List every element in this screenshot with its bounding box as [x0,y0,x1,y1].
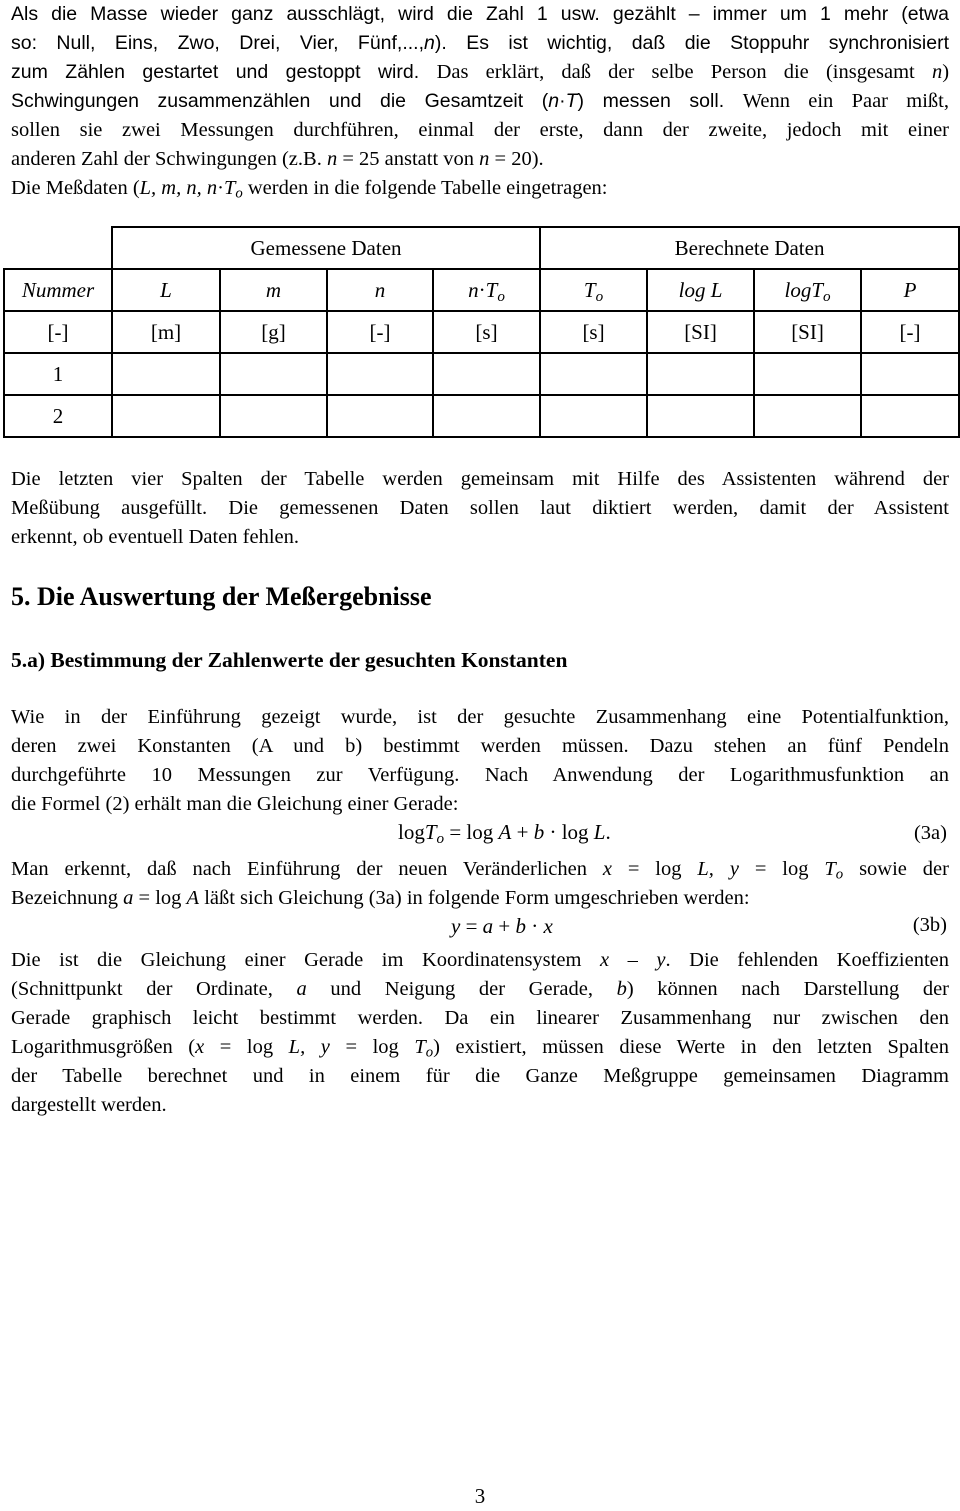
col-header-P: P [861,269,959,311]
table-row [4,395,959,437]
text-line: anderen Zahl der Schwingungen (z.B. n = 25 anstatt von n = 20). [11,148,544,170]
text-line: zum Zählen gestartet und gestoppt wird. Das erklärt, daß der selbe Person die (insgesamt n) [11,61,950,83]
measurement-table [3,226,960,438]
text-line: Die ist die Gleichung einer Gerade im Koordinatensystem x – y. Die fehlenden Koeffizienten [11,949,949,971]
unit-cell: [-] [861,311,959,353]
after-table-paragraph [11,465,949,552]
equation-3a: logT$_o$ = log A + b · log L. [398,820,611,847]
body-paragraph-1 [11,703,949,819]
unit-cell: [g] [220,311,327,353]
unit-cell: [SI] [647,311,754,353]
unit-cell: [-] [327,311,433,353]
row-number-cell: 2 [4,395,112,437]
unit-cell: [-] [4,311,112,353]
body-paragraph-2 [11,855,949,913]
unit-cell: [m] [112,311,220,353]
text-line: Bezeichnung a = log A läßt sich Gleichung (3a) in folgende Form umgeschrieben werden: [11,887,750,909]
table-units-row [4,311,959,353]
text-line: Logarithmusgrößen (x = log L, $y = \log T_o$) existiert, müssen diese Werte in den letzten Spalten [11,1036,949,1061]
col-header-logL: log L [647,269,754,311]
col-header-m: m [220,269,327,311]
unit-cell: [SI] [754,311,861,353]
text-line: Die letzten vier Spalten der Tabelle werden gemeinsam mit Hilfe des Assistenten während der [11,468,949,490]
unit-cell: [s] [433,311,540,353]
text-line: so: Null, Eins, Zwo, Drei, Vier, Fünf,...,n). Es ist wichtig, daß die Stoppuhr synchronisiert [11,32,949,54]
text-line: Gerade graphisch leicht bestimmt werden. Da ein linearer Zusammenhang nur zwischen den [11,1007,949,1029]
text-line: deren zwei Konstanten (A und b) bestimmt werden müssen. Dazu stehen an fünf Pendeln [11,735,949,757]
equation-number-3a: (3a) [913,822,947,844]
text-line: (Schnittpunkt der Ordinate, a und Neigung der Gerade, b) können nach Darstellung der [11,978,949,1000]
text-line: erkennt, ob eventuell Daten fehlen. [11,526,300,548]
col-header-nummer: Nummer [4,269,112,311]
col-header-T: $T_o$ [540,269,647,311]
col-header-logT: logT$_o$ [754,269,861,311]
text-line: durchgeführte 10 Messungen zur Verfügung. Nach Anwendung der Logarithmusfunktion an [11,764,949,786]
text-line: Man erkennt, daß nach Einführung der neuen Veränderlichen x = log L, $y = \log T_o$ sowie der [11,858,949,883]
group-header-measured: Gemessene Daten [112,227,540,269]
col-header-n: n [327,269,433,311]
col-header-nT: $n\cdot T_o$ [433,269,540,311]
text-line: sollen sie zwei Messungen durchführen, einmal der erste, dann der zweite, jedoch mit einer [11,119,949,141]
text-line: Wie in der Einführung gezeigt wurde, ist der gesuchte Zusammenhang eine Potentialfunktion, [11,706,949,728]
row-number-cell: 1 [4,353,112,395]
text-line: der Tabelle berechnet und in einem für die Ganze Meßgruppe gemeinsamen Diagramm [11,1065,949,1087]
group-header-computed: Berechnete Daten [540,227,959,269]
subsection-title: 5.a) Bestimmung der Zahlenwerte der gesuchten Konstanten [11,648,568,672]
col-header-L: L [112,269,220,311]
equation-number-3b: (3b) [912,914,947,936]
table-header-row [4,269,959,311]
section-title: 5. Die Auswertung der Meßergebnisse [11,582,432,611]
text-line: die Formel (2) erhält man die Gleichung einer Gerade: [11,793,459,815]
text-line: Meßübung ausgefüllt. Die gemessenen Daten sollen laut diktiert werden, damit der Assistent [11,497,949,519]
unit-cell: [s] [540,311,647,353]
body-paragraph-3 [11,946,949,1120]
table-row [4,353,959,395]
equation-3b: y = a + b · x [451,914,553,938]
intro-paragraph [11,0,949,203]
page-number: 3 [474,1484,486,1508]
text-line: dargestellt werden. [11,1094,167,1116]
text-line: Die Meßdaten (L, m, n, $n\cdot T_o$ werden in die folgende Tabelle eingetragen: [11,177,608,202]
table-group-header-row [4,227,959,269]
text-line: Schwingungen zusammenzählen und die Gesamtzeit (n·T) messen soll. Wenn ein Paar mißt, [11,90,949,112]
text-line: Als die Masse wieder ganz ausschlägt, wird die Zahl 1 usw. gezählt – immer um 1 mehr (etwa [11,3,949,25]
